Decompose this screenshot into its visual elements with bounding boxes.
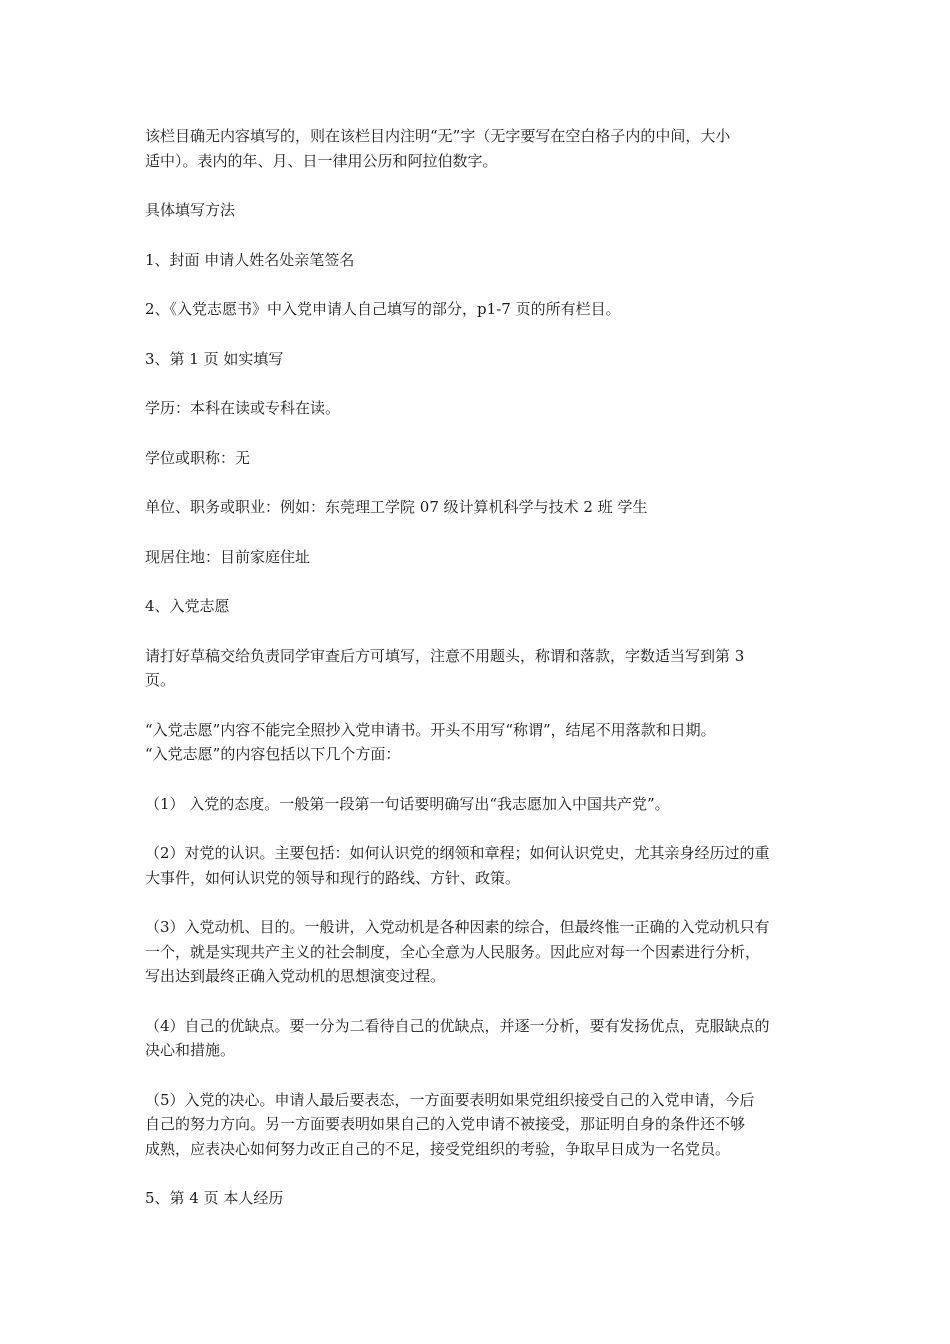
item-4-party-aspiration xyxy=(145,594,811,619)
text-line: 学位或职称：无 xyxy=(145,448,251,467)
text-line: 一个，就是实现共产主义的社会制度，全心全意为人民服务。因此应对每一个因素进行分析， xyxy=(145,942,761,961)
item-1-cover xyxy=(145,248,811,273)
field-residence xyxy=(145,545,811,570)
text-line: （5）入党的决心。申请人最后要表态，一方面要表明如果党组织接受自己的入党申请，今后 xyxy=(145,1090,755,1109)
text-line: 请打好草稿交给负责同学审查后方可填写，注意不用题头，称谓和落款，字数适当写到第 3 xyxy=(145,646,745,665)
text-line: “入党志愿”的内容包括以下几个方面： xyxy=(145,745,401,763)
text-line: 适中）。表内的年、月、日一律用公历和阿拉伯数字。 xyxy=(145,151,498,170)
text-line: 页。 xyxy=(145,671,176,689)
text-line: （4）自己的优缺点。要一分为二看待自己的优缺点，并逐一分析，要有发扬优点，克服缺点的 xyxy=(145,1016,770,1035)
point-1-attitude xyxy=(145,792,811,817)
point-3-motivation xyxy=(145,915,811,989)
paragraph-blank-field-note xyxy=(145,124,811,173)
text-line: （3）入党动机、目的。一般讲，入党动机是各种因素的综合，但最终惟一正确的入党动机只有 xyxy=(145,918,770,936)
text-line: 写出达到最终正确入党动机的思想演变过程。 xyxy=(145,967,446,985)
text-line: 该栏目确无内容填写的，则在该栏目内注明“无”字（无字要写在空白格子内的中间，大小 xyxy=(145,127,731,145)
text-line: 自己的努力方向。另一方面要表明如果自己的入党申请不被接受，那证明自身的条件还不够 xyxy=(145,1115,746,1133)
text-line: 4、入党志愿 xyxy=(145,597,230,615)
field-education xyxy=(145,396,811,421)
item-5-page-4 xyxy=(145,1186,811,1211)
text-line: 5、第 4 页 本人经历 xyxy=(145,1189,284,1207)
paragraph-aspiration-content xyxy=(145,718,811,767)
text-line: “入党志愿”内容不能完全照抄入党申请书。开头不用写“称谓”，结尾不用落款和日期。 xyxy=(145,720,716,739)
text-line: （1） 入党的态度。一般第一段第一句话要明确写出“我志愿加入中国共产党”。 xyxy=(145,794,670,813)
section-heading-filling-method xyxy=(145,198,811,223)
text-line: 决心和措施。 xyxy=(145,1041,236,1059)
field-degree xyxy=(145,446,811,471)
text-line: 成熟，应表决心如何努力改正自己的不足，接受党组织的考验，争取早日成为一名党员。 xyxy=(145,1139,731,1158)
text-line: 具体填写方法 xyxy=(145,201,236,219)
paragraph-draft-instructions xyxy=(145,644,811,693)
point-2-understanding xyxy=(145,841,811,890)
text-line: （2）对党的认识。主要包括：如何认识党的纲领和章程；如何认识党史，尤其亲身经历过的重 xyxy=(145,844,770,862)
point-4-strengths-weaknesses xyxy=(145,1014,811,1063)
text-line: 大事件，如何认识党的领导和现行的路线、方针、政策。 xyxy=(145,868,521,887)
item-3-page-1 xyxy=(145,347,811,372)
text-line: 单位、职务或职业：例如：东莞理工学院 07 级计算机科学与技术 2 班 学生 xyxy=(145,498,648,516)
item-2-application-form xyxy=(145,297,811,322)
point-5-determination xyxy=(145,1088,811,1162)
document-page xyxy=(145,124,811,1236)
text-line: 1、封面 申请人姓名处亲笔签名 xyxy=(145,250,355,269)
text-line: 现居住地：目前家庭住址 xyxy=(145,547,311,566)
text-line: 3、第 1 页 如实填写 xyxy=(145,349,284,368)
text-line: 2、《入党志愿书》中入党申请人自己填写的部分，p1-7 页的所有栏目。 xyxy=(145,300,621,318)
text-line: 学历：本科在读或专科在读。 xyxy=(145,399,341,417)
field-unit-occupation xyxy=(145,495,811,520)
